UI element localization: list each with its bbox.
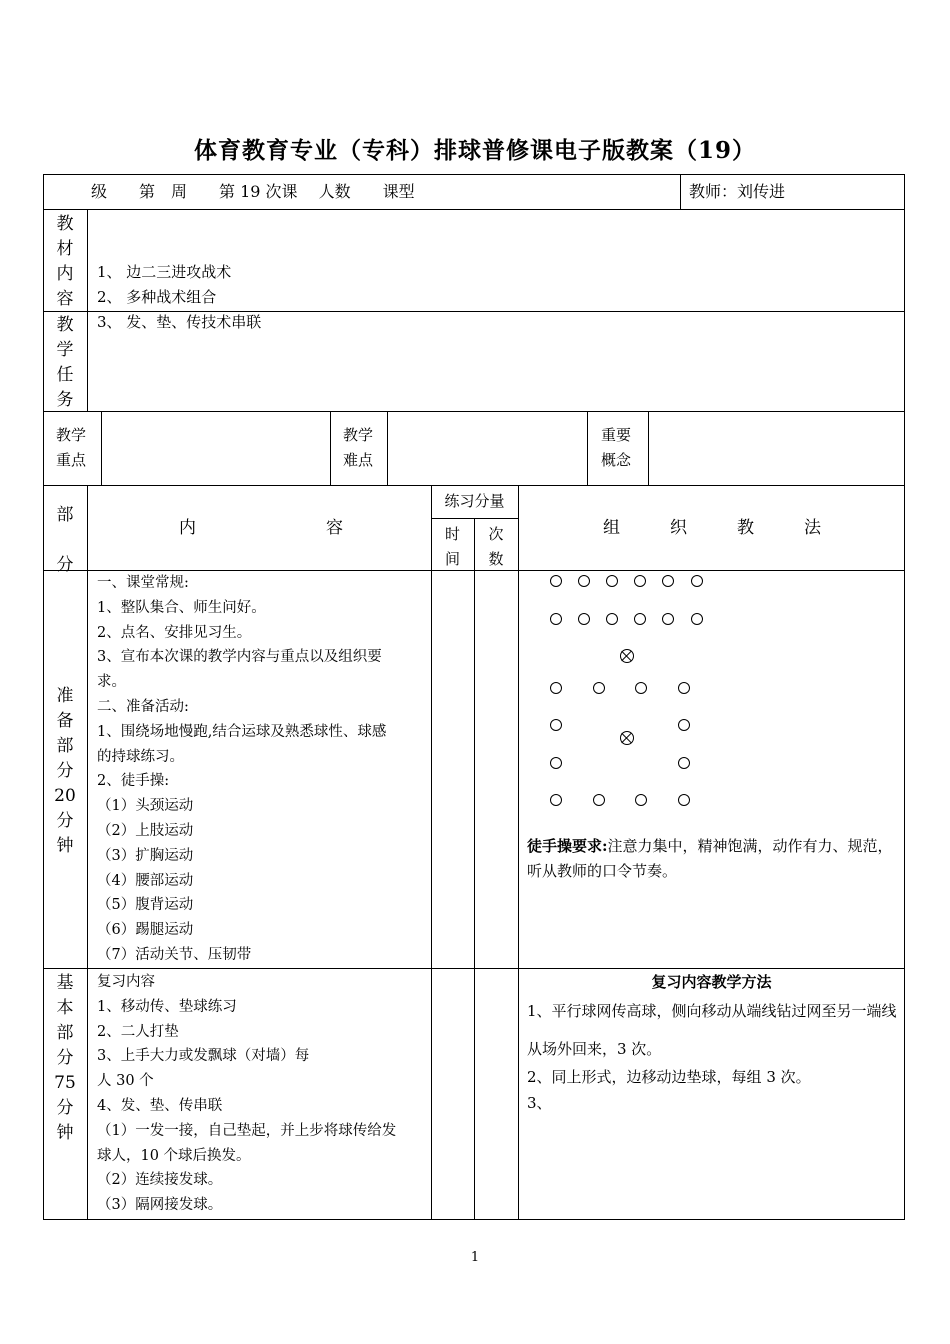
lesson-plan-table: [43, 174, 905, 1220]
student-marker: [550, 575, 562, 587]
time-header: 时 间: [444, 525, 460, 568]
load-header: 练习分量: [444, 492, 505, 510]
requirement-label: 徒手操要求:: [527, 837, 608, 855]
student-marker: [678, 794, 690, 806]
teacher-name: 教师：刘传进: [689, 182, 786, 201]
student-marker: [578, 613, 590, 625]
student-marker: [678, 757, 690, 769]
student-marker: [550, 682, 562, 694]
student-marker: [550, 719, 562, 731]
exercise-requirement: [527, 834, 899, 884]
student-marker: [606, 575, 618, 587]
student-marker: [593, 794, 605, 806]
student-marker: [634, 613, 646, 625]
prep-content: 一、课堂常规: 1、整队集合、师生问好。 2、点名、安排见习生。 3、宣布本次课的教学内容与重点以及组织要 求。 二、准备活动: 1、围绕场地慢跑,结合运球及熟悉球性、球感 的持球练习。 2、徒手操: （1）头颈运动 （2）上肢运动 （3）扩胸运动 （4）腰部运动 （5）腹背运动 （6）踢腿运动 （7）活动关节、压韧带: [97, 575, 387, 963]
student-marker: [635, 794, 647, 806]
student-marker: [691, 575, 703, 587]
concept-label: 重要 概念: [601, 426, 632, 469]
student-marker: [593, 682, 605, 694]
student-marker: [691, 613, 703, 625]
method-step-3: 3、: [527, 1094, 552, 1112]
method-step-1: 1、平行球网传高球，侧向移动从端线钻过网至另一端线从场外回来，3 次。: [527, 1002, 897, 1058]
basic-content: 复习内容 1、移动传、垫球练习 2、二人打垫 3、上手大力或发飘球（对墙）每 人 30 个 4、发、垫、传串联 （1）一发一接，自己垫起，并上步将球传给发 球人，10 个球后换发。 （2）连续接发球。 （3）隔网接发球。: [97, 974, 397, 1214]
focus-label: 教学 重点: [56, 426, 87, 469]
student-marker: [635, 682, 647, 694]
student-marker: [550, 757, 562, 769]
teacher-marker: [620, 649, 634, 663]
student-marker: [662, 613, 674, 625]
student-marker: [550, 613, 562, 625]
basic-label: 基 本 部 分 75 分 钟: [54, 973, 76, 1143]
student-marker: [662, 575, 674, 587]
difficulty-label: 教学 难点: [343, 426, 374, 469]
class-info: 级 第 周 第 19 次课 人数 课型: [91, 182, 415, 201]
student-marker: [678, 682, 690, 694]
student-marker: [550, 794, 562, 806]
material-items: 1、 边二三进攻战术 2、 多种战术组合 3、 发、垫、传技术串联: [97, 263, 262, 331]
student-marker: [634, 575, 646, 587]
task-label: 教 学 任 务: [56, 315, 74, 410]
material-label: 教 材 内 容: [56, 214, 74, 309]
page-number: 1: [470, 1250, 480, 1265]
student-marker: [578, 575, 590, 587]
part-header: 部 分: [56, 505, 74, 575]
method-step-2: 2、同上形式，边移动边垫球，每组 3 次。: [527, 1068, 811, 1086]
content-header: 内 容: [179, 518, 343, 538]
prep-label: 准 备 部 分 20 分 钟: [54, 686, 76, 856]
page-title: 体育教育专业（专科）排球普修课电子版教案（19）: [193, 137, 756, 164]
method-title: 复习内容教学方法: [651, 973, 772, 991]
student-marker: [678, 719, 690, 731]
requirement-text: 注意力集中，精神饱满，动作有力、规范，听从教师的口令节奏。: [527, 837, 893, 880]
teacher-marker: [620, 731, 634, 745]
method-header: 组 织 教 法: [603, 518, 821, 538]
count-header: 次 数: [488, 525, 504, 568]
student-marker: [606, 613, 618, 625]
